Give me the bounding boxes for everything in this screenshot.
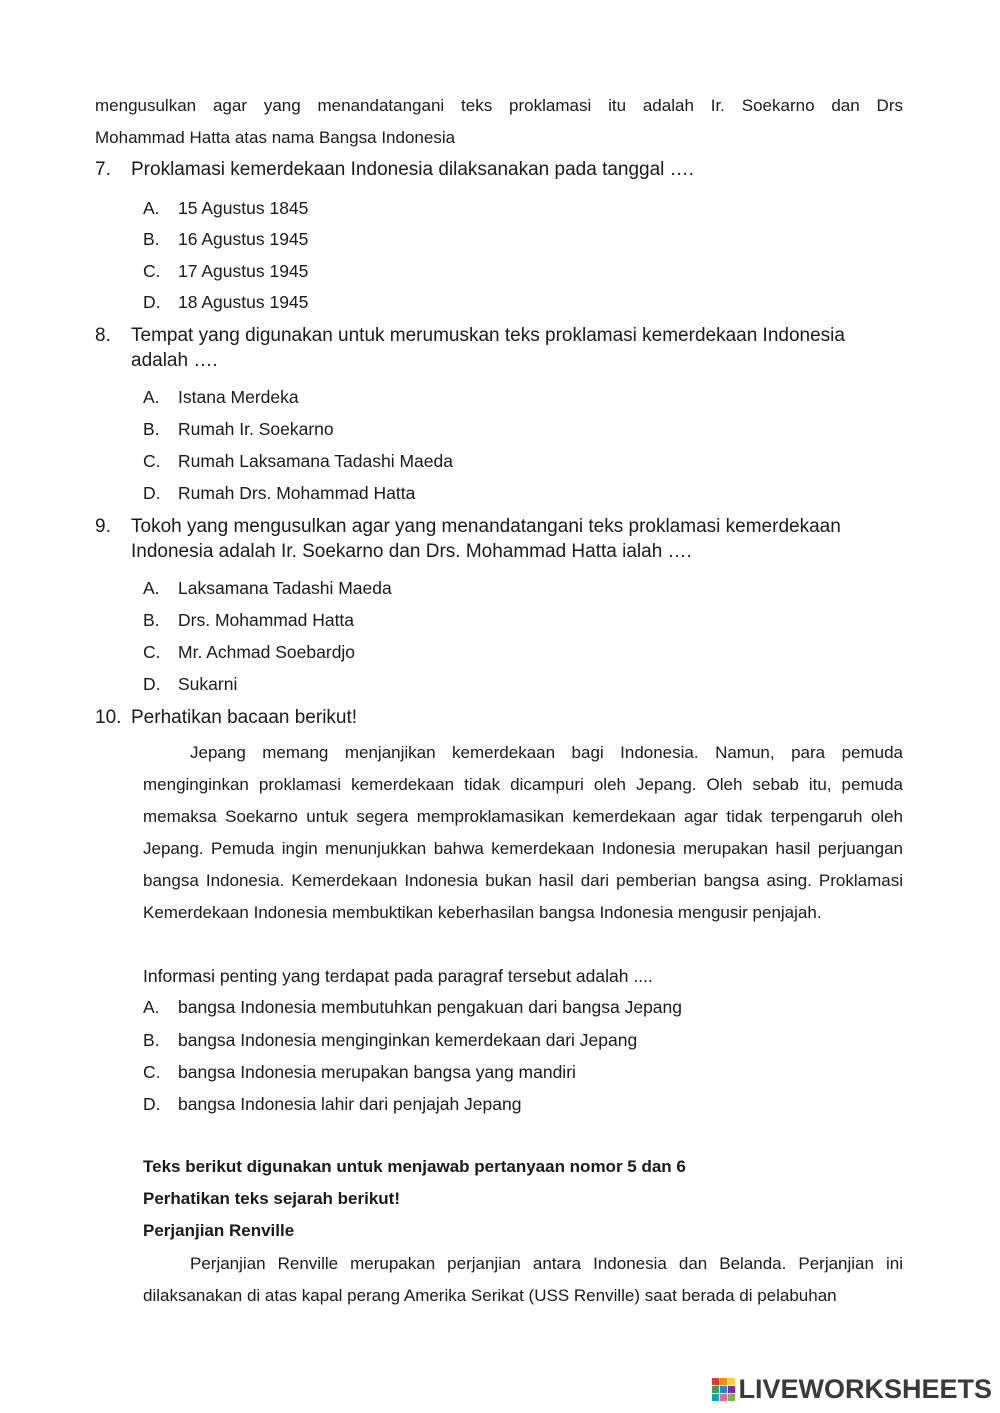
option-text: Rumah Laksamana Tadashi Maeda — [178, 451, 453, 471]
prompt-text: Informasi penting yang terdapat pada paragraf tersebut adalah .... — [143, 966, 653, 986]
option-text: 18 Agustus 1945 — [178, 292, 309, 312]
section-paragraph-text: Perjanjian Renville merupakan perjanjian antara Indonesia dan Belanda. Perjanjian ini dilaksanakan di atas kapal perang Amerika Serikat (USS Renville) saat berada di pelabuhan — [143, 1254, 903, 1305]
logo-square — [728, 1394, 735, 1401]
option-letter: A. — [143, 387, 160, 407]
option-9a[interactable] — [143, 577, 392, 599]
logo-square — [720, 1378, 727, 1385]
logo-square — [712, 1386, 719, 1393]
option-letter: C. — [143, 1062, 161, 1082]
reading-passage — [143, 737, 903, 929]
option-letter: A. — [143, 997, 160, 1017]
logo-square — [720, 1394, 727, 1401]
option-letter: C. — [143, 261, 161, 281]
option-text: Mr. Achmad Soebardjo — [178, 642, 356, 662]
question-number: 10. — [95, 707, 122, 728]
option-letter: B. — [143, 610, 160, 630]
option-8b[interactable] — [143, 418, 334, 440]
question-7 — [95, 157, 903, 182]
question-text: Tempat yang digunakan untuk merumuskan teks proklamasi kemerdekaan Indonesia adalah …. — [131, 325, 845, 371]
option-text: bangsa Indonesia membutuhkan pengakuan dari bangsa Jepang — [178, 997, 682, 1017]
question-prompt — [143, 965, 653, 987]
option-7c[interactable] — [143, 260, 308, 282]
option-letter: C. — [143, 642, 161, 662]
option-text: Rumah Ir. Soekarno — [178, 419, 334, 439]
option-text: Laksamana Tadashi Maeda — [178, 578, 392, 598]
option-9d[interactable] — [143, 673, 237, 695]
option-8c[interactable] — [143, 450, 453, 472]
logo-mark-icon — [712, 1378, 735, 1401]
section-instruction: Teks berikut digunakan untuk menjawab pertanyaan nomor 5 dan 6 — [143, 1157, 686, 1176]
option-letter: A. — [143, 578, 160, 598]
option-text: Drs. Mohammad Hatta — [178, 610, 355, 630]
option-letter: D. — [143, 674, 161, 694]
section-paragraph — [143, 1248, 903, 1312]
question-10 — [95, 705, 903, 730]
option-text: 17 Agustus 1945 — [178, 261, 309, 281]
option-8a[interactable] — [143, 386, 299, 408]
option-10c[interactable] — [143, 1061, 576, 1083]
option-text: 15 Agustus 1845 — [178, 198, 309, 218]
option-10a[interactable] — [143, 996, 682, 1018]
logo-square — [728, 1378, 735, 1385]
question-number: 8. — [95, 325, 111, 346]
option-text: Rumah Drs. Mohammad Hatta — [178, 483, 416, 503]
option-text: bangsa Indonesia lahir dari penjajah Jepang — [178, 1094, 522, 1114]
option-7b[interactable] — [143, 228, 308, 250]
option-letter: B. — [143, 1030, 160, 1050]
option-letter: B. — [143, 419, 160, 439]
option-text: 16 Agustus 1945 — [178, 229, 309, 249]
section-heading: Perjanjian Renville — [143, 1221, 295, 1240]
option-text: bangsa Indonesia merupakan bangsa yang mandiri — [178, 1062, 576, 1082]
question-8 — [95, 323, 903, 373]
option-text: Sukarni — [178, 674, 238, 694]
liveworksheets-logo — [712, 1374, 992, 1405]
question-number: 7. — [95, 159, 111, 180]
option-letter: D. — [143, 1094, 161, 1114]
option-9b[interactable] — [143, 609, 354, 631]
option-letter: D. — [143, 292, 161, 312]
question-text: Tokoh yang mengusulkan agar yang menandatangani teks proklamasi kemerdekaan Indonesia adalah Ir. Soekarno dan Drs. Mohammad Hatta ialah …. — [131, 516, 841, 562]
option-8d[interactable] — [143, 482, 415, 504]
logo-text: LIVEWORKSHEETS — [738, 1374, 992, 1404]
option-7a[interactable] — [143, 197, 308, 219]
option-10d[interactable] — [143, 1093, 521, 1115]
passage-text: Jepang memang menjanjikan kemerdekaan bagi Indonesia. Namun, para pemuda menginginkan proklamasi kemerdekaan tidak dicampuri oleh Jepang. Oleh sebab itu, pemuda memaksa Soekarno untuk segera memproklamasikan kemerdekaan agar tidak terpengaruh oleh Jepang. Pemuda ingin menunjukkan bahwa kemerdekaan Indonesia merupakan hasil perjuangan bangsa Indonesia. Kemerdekaan Indonesia bukan hasil dari pemberian bangsa asing. Proklamasi Kemerdekaan Indonesia membuktikan keberhasilan bangsa Indonesia mengusir penjajah. — [143, 743, 903, 922]
logo-square — [712, 1394, 719, 1401]
logo-square — [728, 1386, 735, 1393]
question-text: Proklamasi kemerdekaan Indonesia dilaksanakan pada tanggal …. — [131, 159, 694, 180]
option-10b[interactable] — [143, 1029, 637, 1051]
option-7d[interactable] — [143, 291, 308, 313]
option-letter: C. — [143, 451, 161, 471]
option-text: Istana Merdeka — [178, 387, 299, 407]
question-9 — [95, 514, 903, 564]
option-9c[interactable] — [143, 641, 355, 663]
logo-square — [720, 1386, 727, 1393]
intro-paragraph — [95, 90, 903, 154]
option-letter: A. — [143, 198, 160, 218]
option-letter: D. — [143, 483, 161, 503]
option-letter: B. — [143, 229, 160, 249]
question-number: 9. — [95, 516, 111, 537]
intro-line-1: mengusulkan agar yang menandatangani teks proklamasi itu adalah Ir. Soekarno dan Drs — [95, 96, 903, 115]
question-text: Perhatikan bacaan berikut! — [131, 707, 358, 728]
section-subinstruction: Perhatikan teks sejarah berikut! — [143, 1189, 401, 1208]
logo-square — [712, 1378, 719, 1385]
option-text: bangsa Indonesia menginginkan kemerdekaan dari Jepang — [178, 1030, 638, 1050]
intro-line-2: Mohammad Hatta atas nama Bangsa Indonesia — [95, 128, 456, 147]
